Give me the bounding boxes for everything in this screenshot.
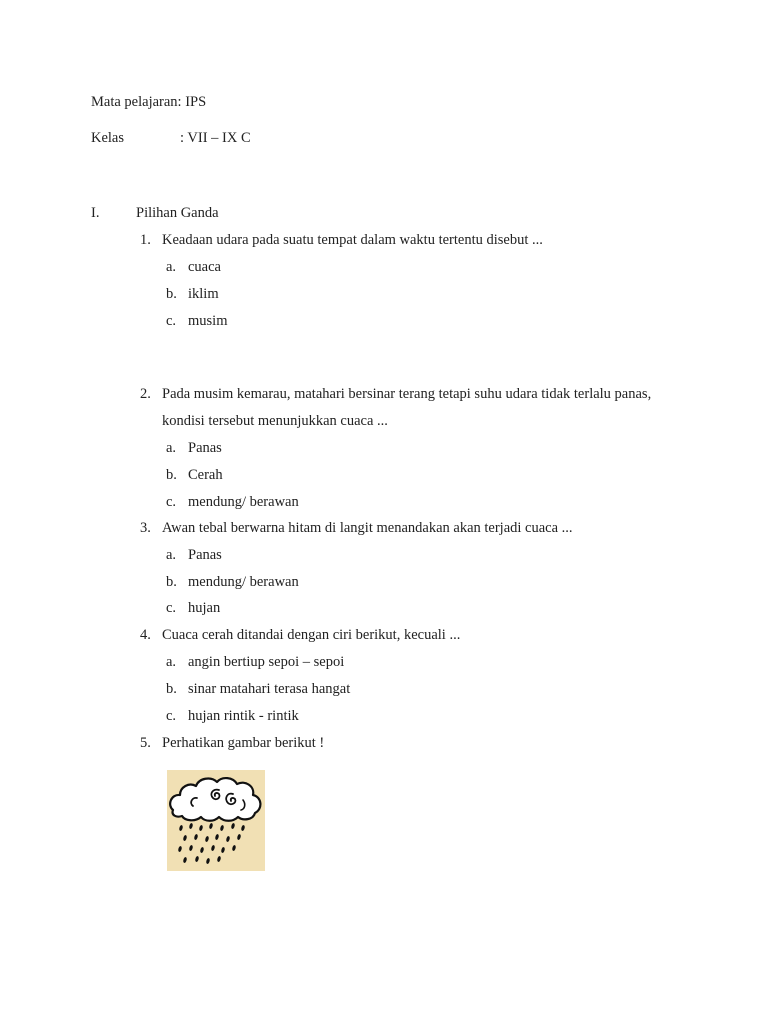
option-text: angin bertiup sepoi – sepoi	[188, 654, 345, 670]
question-number: 1.	[140, 232, 151, 248]
question-text: Awan tebal berwarna hitam di langit menandakan akan terjadi cuaca ...	[162, 520, 573, 536]
option-text: hujan rintik - rintik	[188, 708, 299, 724]
subject-line	[91, 94, 206, 111]
option-text: sinar matahari terasa hangat	[188, 681, 351, 697]
question-number: 2.	[140, 386, 151, 402]
question-text: Pada musim kemarau, matahari bersinar terang tetapi suhu udara tidak terlalu panas,	[162, 386, 652, 402]
option-letter: a.	[166, 440, 177, 456]
option-text: iklim	[188, 286, 219, 302]
option-text: Panas	[188, 440, 222, 456]
option-letter: c.	[166, 494, 177, 510]
option-text: Cerah	[188, 467, 223, 483]
section-title: Pilihan Ganda	[136, 205, 219, 221]
option-letter: a.	[166, 259, 177, 275]
option-letter: b.	[166, 681, 177, 697]
option-letter: a.	[166, 654, 177, 670]
section-numeral: I.	[91, 205, 100, 221]
question-text: Cuaca cerah ditandai dengan ciri berikut, kecuali ...	[162, 627, 461, 643]
class-value: : VII – IX C	[180, 130, 251, 146]
option-text: musim	[188, 313, 228, 329]
subject-label: Mata pelajaran:	[91, 94, 182, 110]
option-letter: c.	[166, 313, 177, 329]
rain-cloud-picture	[167, 770, 265, 871]
question-text: Perhatikan gambar berikut !	[162, 735, 325, 751]
option-letter: b.	[166, 574, 177, 590]
option-text: cuaca	[188, 259, 221, 275]
rain-cloud-icon	[167, 770, 265, 871]
option-letter: b.	[166, 286, 177, 302]
question-text-continued: kondisi tersebut menunjukkan cuaca ...	[162, 413, 388, 429]
question-number: 4.	[140, 627, 151, 643]
question-number: 5.	[140, 735, 151, 751]
question-number: 3.	[140, 520, 151, 536]
subject-value: IPS	[185, 94, 207, 110]
option-text: mendung/ berawan	[188, 494, 299, 510]
option-text: mendung/ berawan	[188, 574, 299, 590]
option-text: hujan	[188, 600, 221, 616]
option-letter: b.	[166, 467, 177, 483]
class-label: Kelas	[91, 130, 125, 146]
question-text: Keadaan udara pada suatu tempat dalam waktu tertentu disebut ...	[162, 232, 543, 248]
option-letter: a.	[166, 547, 177, 563]
option-letter: c.	[166, 600, 177, 616]
option-text: Panas	[188, 547, 222, 563]
option-letter: c.	[166, 708, 177, 724]
